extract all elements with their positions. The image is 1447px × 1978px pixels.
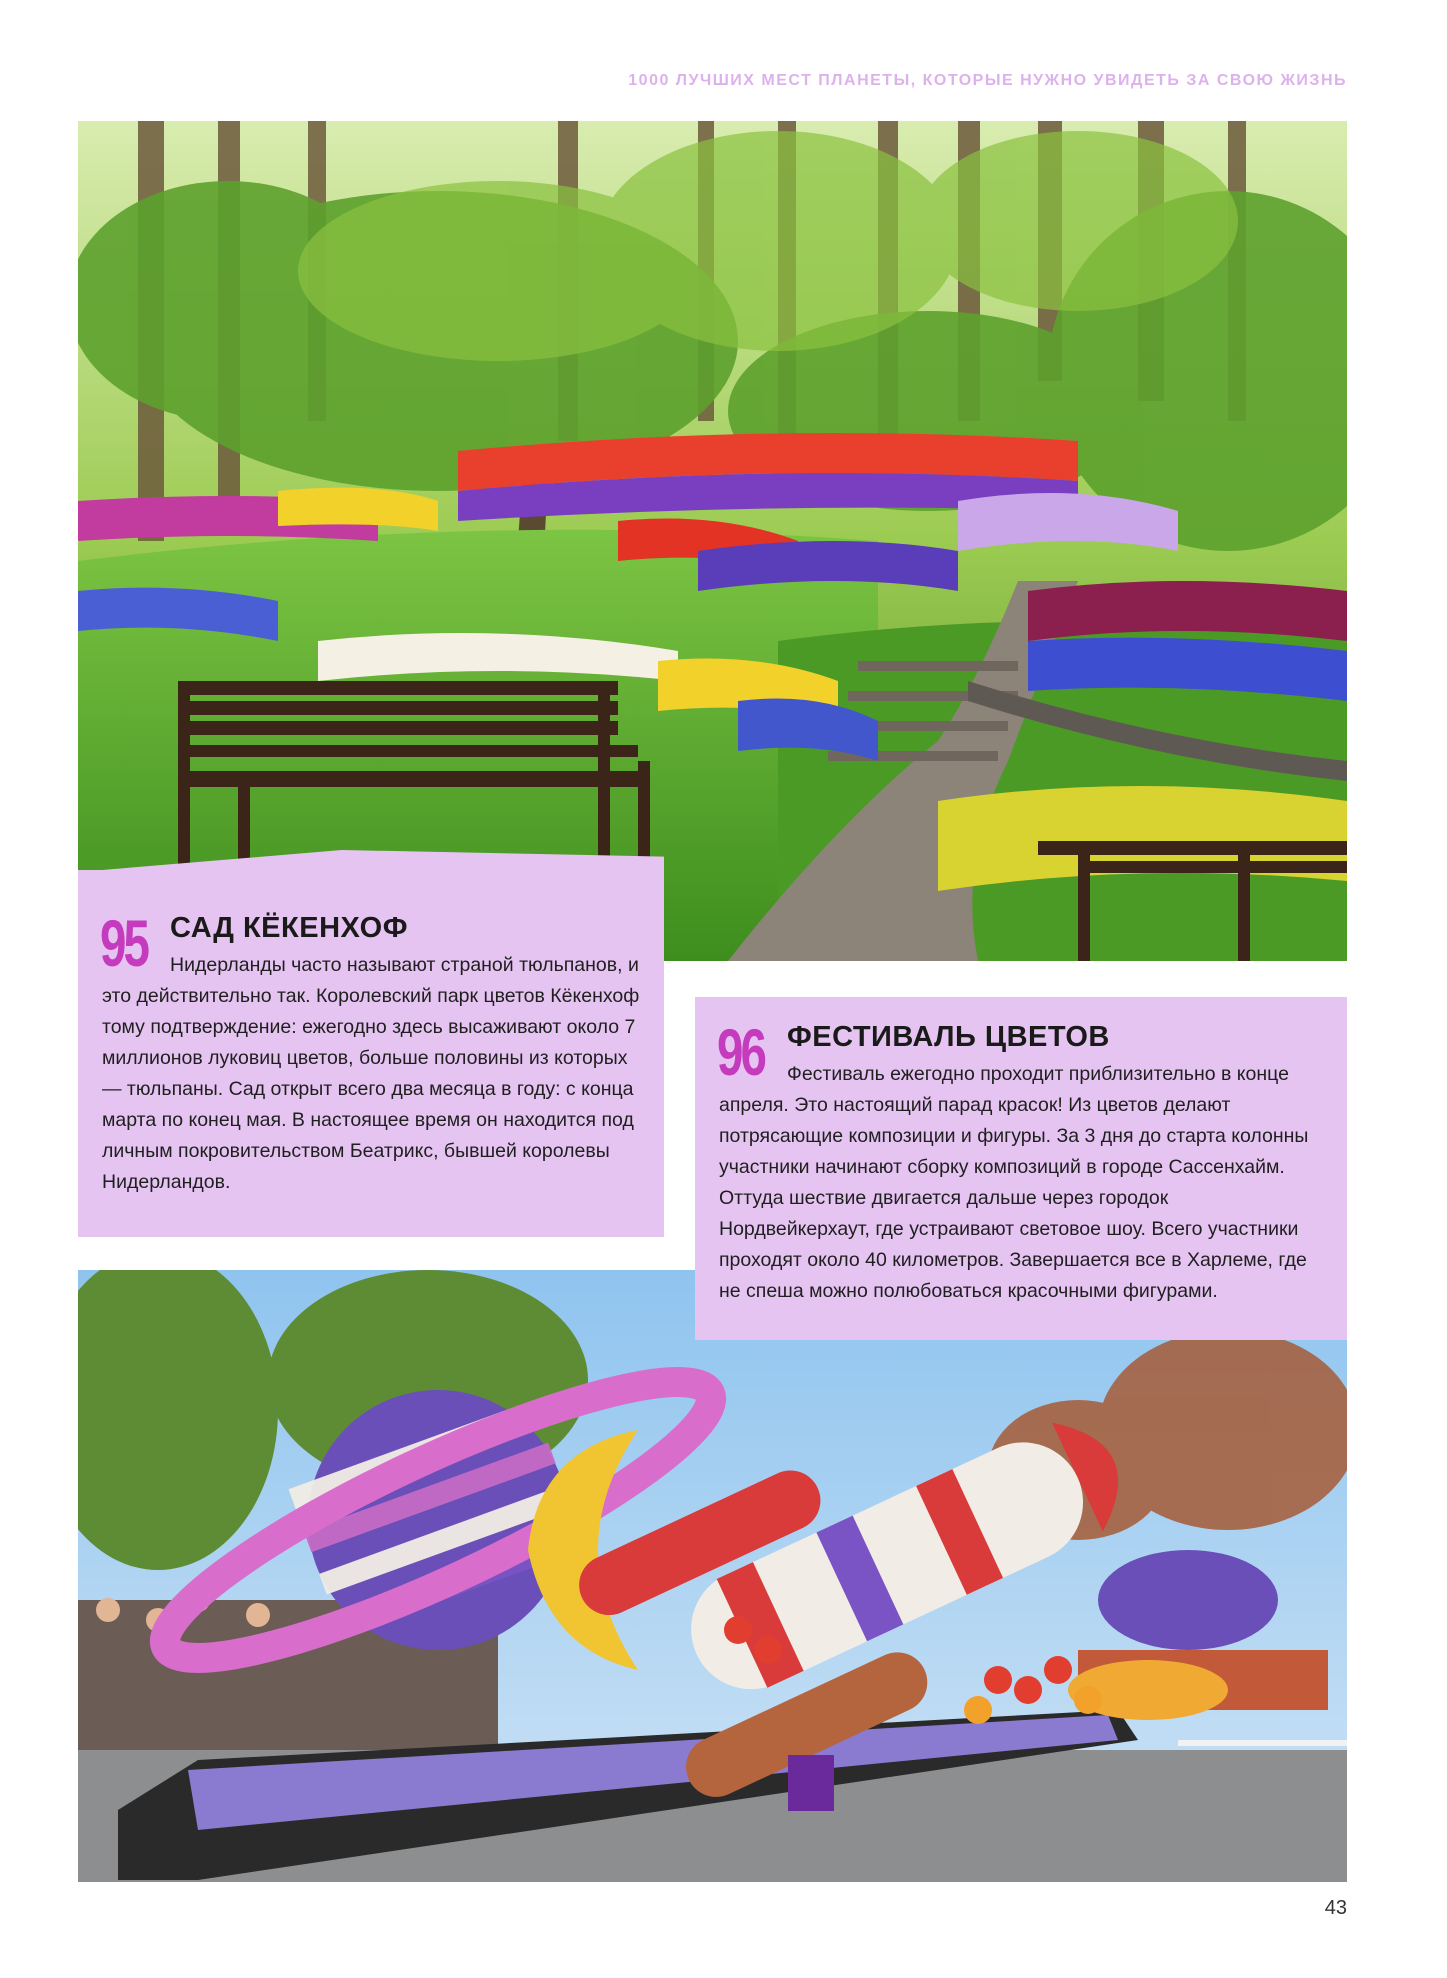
article-number: 95 bbox=[100, 906, 148, 980]
article-body: Нидерланды часто называют страной тюльпанов, и это действительно так. Королевский парк цветов Кёкенхоф тому подтверждение: ежегодно здесь высаживают около 7 миллионов луковиц цветов, больше половины из которых — тюльпаны. Сад открыт всего два месяца в году: с конца марта по конец мая. В настоящее время он находится под личным покровительством Беатрикс, бывшей королевы Нидерландов. bbox=[102, 954, 640, 1193]
article-card-95 bbox=[78, 870, 664, 1237]
article-card-96 bbox=[695, 997, 1347, 1340]
page-number: 43 bbox=[1324, 1897, 1347, 1919]
article-body: Фестиваль ежегодно проходит приблизительно в конце апреля. Это настоящий парад красок! Из цветов делают потрясающие композиции и фигуры. За 3 дня до старта колонны участники начинают сборку композиций в городе Сассенхайм. Оттуда шествие двигается дальше через городок Нордвейкерхаут, где устраивают световое шоу. Всего участники проходят около 40 километров. Завершается все в Харлеме, где не спеша можно полюбоваться красочными фигурами. bbox=[719, 1063, 1309, 1302]
article-number: 96 bbox=[717, 1015, 765, 1089]
article-title: САД КЁКЕНХОФ bbox=[170, 912, 408, 944]
article-title: ФЕСТИВАЛЬ ЦВЕТОВ bbox=[787, 1021, 1110, 1053]
keukenhof-garden-photo bbox=[78, 121, 1347, 961]
running-head: 1000 ЛУЧШИХ МЕСТ ПЛАНЕТЫ, КОТОРЫЕ НУЖНО УВИДЕТЬ ЗА СВОЮ ЖИЗНЬ bbox=[628, 72, 1347, 89]
flower-parade-photo bbox=[78, 1270, 1347, 1882]
